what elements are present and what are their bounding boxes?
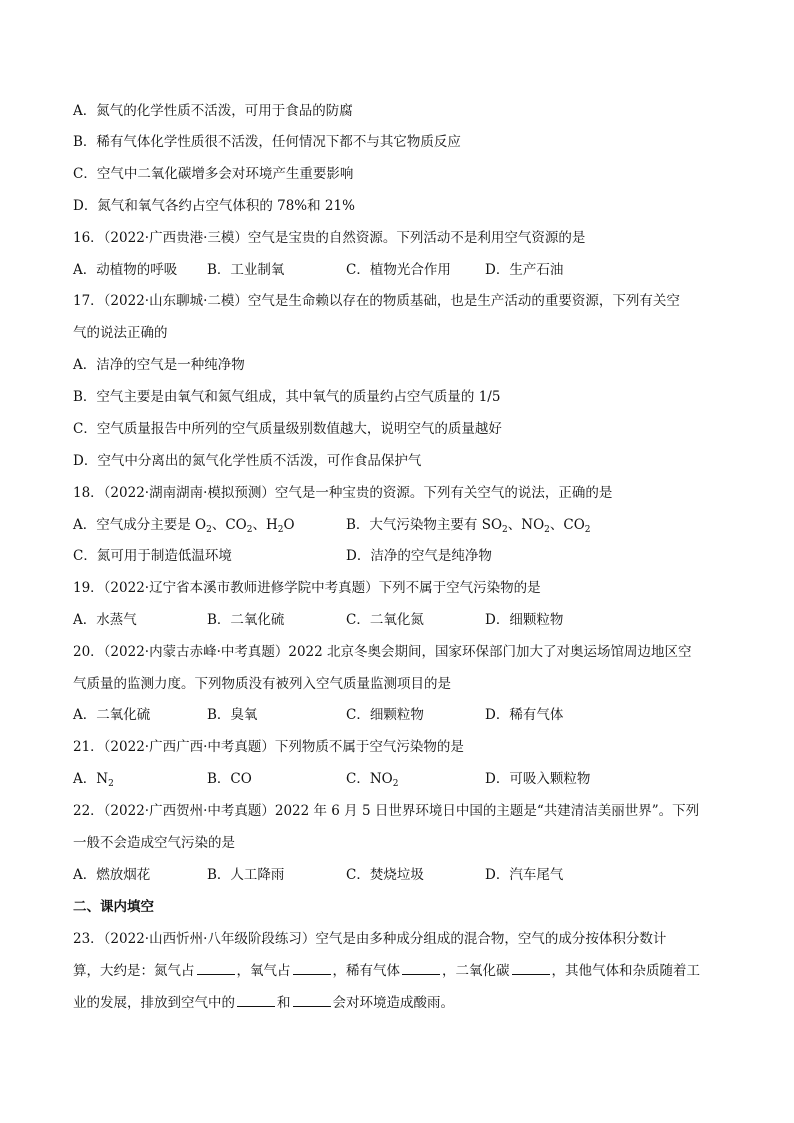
- q16-option-c: C．植物光合作用: [346, 262, 451, 278]
- q16-stem: 16．（2022·广西贵港·三模）空气是宝贵的自然资源。下列活动不是利用空气资源的是: [73, 230, 586, 246]
- q23-line3: 业的发展，排放到空气中的 和 会对环境造成酸雨。: [73, 995, 454, 1011]
- q16-option-b: B．工业制氧: [207, 262, 285, 278]
- q23-blank-co2[interactable]: [512, 962, 550, 975]
- q20-option-d: D．稀有气体: [485, 707, 564, 723]
- q19-option-d: D．细颗粒物: [485, 612, 564, 628]
- q15-option-a: A．氮气的化学性质不活泼，可用于食品的防腐: [73, 103, 353, 119]
- q21-option-b: B．CO: [207, 771, 252, 787]
- q20-stem-line2: 气质量的监测力度。下列物质没有被列入空气质量监测项目的是: [73, 676, 451, 692]
- q22-option-a: A．燃放烟花: [73, 867, 151, 883]
- q15-option-b: B．稀有气体化学性质很不活泼，任何情况下都不与其它物质反应: [73, 134, 461, 150]
- q17-option-b: B．空气主要是由氧气和氮气组成，其中氧气的质量约占空气质量的 1/5: [73, 389, 501, 405]
- q20-option-b: B．臭氧: [207, 707, 258, 723]
- q17-option-a: A．洁净的空气是一种纯净物: [73, 357, 245, 373]
- q20-stem-line1: 20．（2022·内蒙古赤峰·中考真题）2022 北京冬奥会期间，国家环保部门加大了对奥运场馆周边地区空: [73, 644, 692, 660]
- q22-option-b: B．人工降雨: [207, 867, 285, 883]
- q18-option-c: C．氮可用于制造低温环境: [73, 548, 232, 564]
- q17-option-d: D．空气中分离出的氮气化学性质不活泼，可作食品保护气: [73, 453, 422, 469]
- q19-option-b: B．二氧化硫: [207, 612, 285, 628]
- q19-option-a: A．水蒸气: [73, 612, 137, 628]
- q23-blank-pollutant-2[interactable]: [293, 994, 331, 1007]
- q19-option-c: C．二氧化氮: [346, 612, 424, 628]
- q17-stem-line1: 17．（2022·山东聊城·二模）空气是生命赖以存在的物质基础，也是生产活动的重要资源，下列有关空: [73, 293, 680, 309]
- q23-blank-pollutant-1[interactable]: [237, 994, 275, 1007]
- q19-stem: 19．（2022·辽宁省本溪市教师进修学院中考真题）下列不属于空气污染物的是: [73, 580, 541, 596]
- q22-option-d: D．汽车尾气: [485, 867, 564, 883]
- q21-option-d: D．可吸入颗粒物: [485, 771, 591, 787]
- q18-option-d: D．洁净的空气是纯净物: [346, 548, 492, 564]
- q23-blank-noble-gas[interactable]: [402, 962, 440, 975]
- q22-option-c: C．焚烧垃圾: [346, 867, 424, 883]
- q21-option-a: A．$N_2$: [73, 771, 114, 789]
- q17-stem-line2: 气的说法正确的: [73, 325, 168, 341]
- q23-line1: 23．（2022·山西忻州·八年级阶段练习）空气是由多种成分组成的混合物，空气的成分按体积分数计: [73, 931, 667, 947]
- q18-option-b: B．大气污染物主要有 $SO_2$、$NO_2$、$CO_2$: [346, 517, 591, 535]
- q21-option-c: C．$NO_2$: [346, 771, 399, 789]
- section-heading: 二、课内填空: [73, 899, 154, 915]
- q16-option-a: A．动植物的呼吸: [73, 262, 178, 278]
- q18-option-a: A．空气成分主要是 $O_2$、$CO_2$、$H_2O$: [73, 517, 295, 535]
- q15-option-c: C．空气中二氧化碳增多会对环境产生重要影响: [73, 166, 354, 182]
- q16-option-d: D．生产石油: [485, 262, 564, 278]
- q20-option-c: C．细颗粒物: [346, 707, 424, 723]
- q23-blank-oxygen[interactable]: [293, 962, 331, 975]
- q18-stem: 18．（2022·湖南湖南·模拟预测）空气是一种宝贵的资源。下列有关空气的说法，正确的是: [73, 485, 613, 501]
- q23-blank-nitrogen[interactable]: [197, 962, 235, 975]
- q22-stem-line2: 一般不会造成空气污染的是: [73, 835, 235, 851]
- q17-option-c: C．空气质量报告中所列的空气质量级别数值越大，说明空气的质量越好: [73, 421, 502, 437]
- q20-option-a: A．二氧化硫: [73, 707, 151, 723]
- q23-line2: 算，大约是：氮气占 ，氧气占 ，稀有气体 ，二氧化碳 ，其他气体和杂质随着工: [73, 963, 700, 979]
- q15-option-d: D．氮气和氧气各约占空气体积的 78%和 21%: [73, 198, 355, 214]
- q21-stem: 21．（2022·广西广西·中考真题）下列物质不属于空气污染物的是: [73, 739, 464, 755]
- q22-stem-line1: 22．（2022·广西贺州·中考真题）2022 年 6 月 5 日世界环境日中国的主题是“共建清洁美丽世界”。下列: [73, 803, 700, 819]
